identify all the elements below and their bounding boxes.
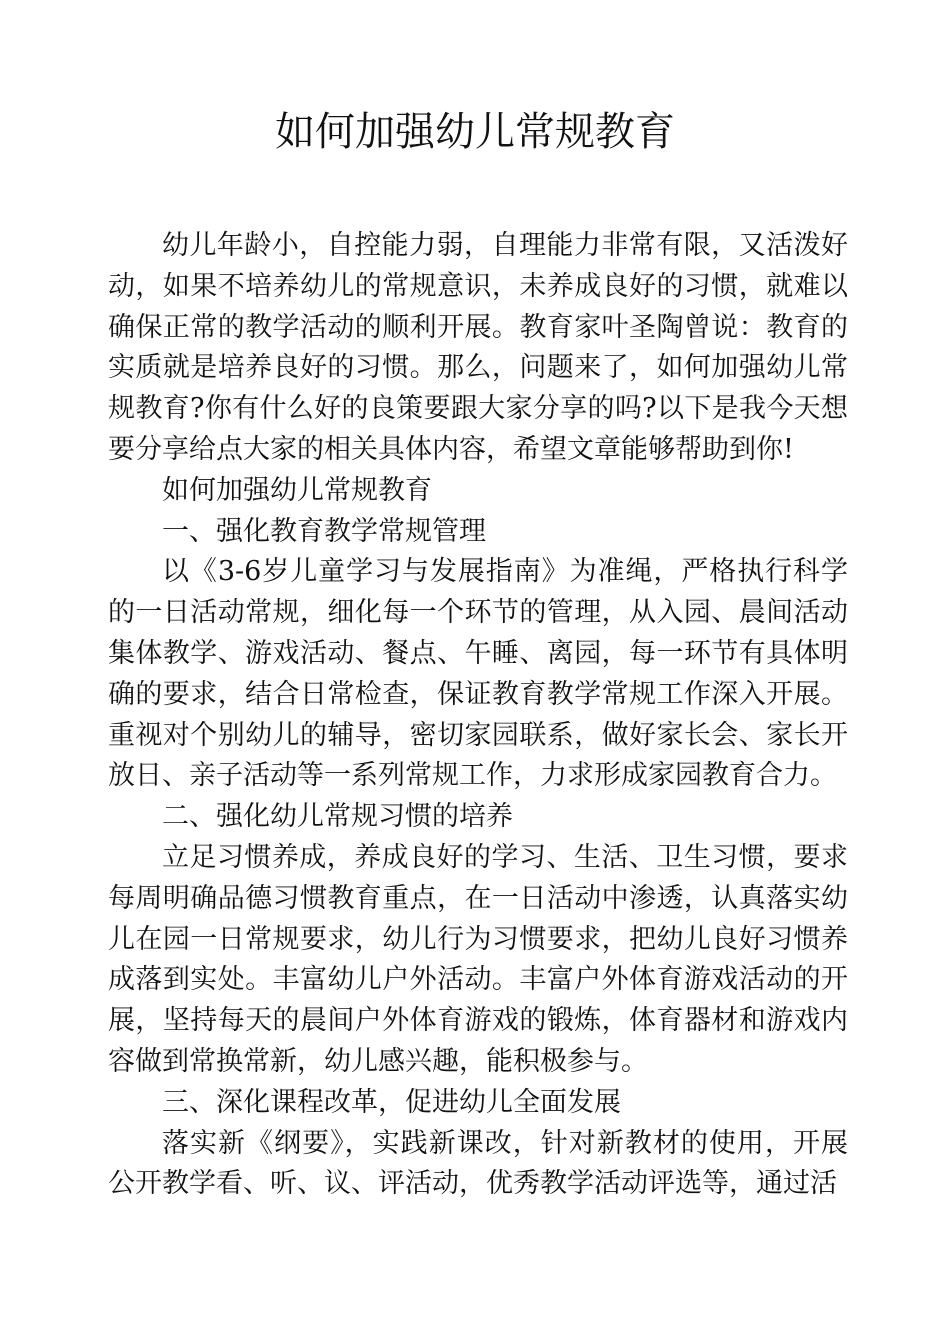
section-2-paragraph: 立足习惯养成，养成良好的学习、生活、卫生习惯，要求每周明确品德习惯教育重点，在一日活动中渗透，认真落实幼儿在园一日常规要求，幼儿行为习惯要求，把幼儿良好习惯养成落到实处。丰富幼儿户外活动。丰富户外体育游戏活动的开展，坚持每天的晨间户外体育游戏的锻炼，体育器材和游戏内容做到常换常新，幼儿感兴趣，能积极参与。: [108, 841, 848, 1077]
document-title: 如何加强幼儿常规教育: [275, 109, 675, 155]
section-3-paragraph: 落实新《纲要》，实践新课改，针对新教材的使用，开展公开教学看、听、议、评活动，优秀教学活动评选等，通过活: [108, 1127, 848, 1200]
section-heading-1: 一、强化教育教学常规管理: [162, 515, 486, 547]
intro-paragraph: 幼儿年龄小，自控能力弱，自理能力非常有限，又活泼好动，如果不培养幼儿的常规意识，未养成良好的习惯，就难以确保正常的教学活动的顺利开展。教育家叶圣陶曾说：教育的实质就是培养良好的习惯。那么，问题来了，如何加强幼儿常规教育?你有什么好的良策要跟大家分享的吗?以下是我今天想要分享给点大家的相关具体内容，希望文章能够帮助到你!: [108, 230, 848, 465]
subtitle-heading: 如何加强幼儿常规教育: [162, 474, 432, 506]
section-heading-3: 三、深化课程改革，促进幼儿全面发展: [162, 1086, 621, 1118]
section-heading-2: 二、强化幼儿常规习惯的培养: [162, 801, 513, 833]
section-1-paragraph: 以《3-6岁儿童学习与发展指南》为准绳，严格执行科学的一日活动常规，细化每一个环节的管理，从入园、晨间活动集体教学、游戏活动、餐点、午睡、离园，每一环节有具体明确的要求，结合日常检查，保证教育教学常规工作深入开展。重视对个别幼儿的辅导，密切家园联系，做好家长会、家长开放日、亲子活动等一系列常规工作，力求形成家园教育合力。: [108, 556, 848, 792]
document-body: [108, 226, 848, 1205]
